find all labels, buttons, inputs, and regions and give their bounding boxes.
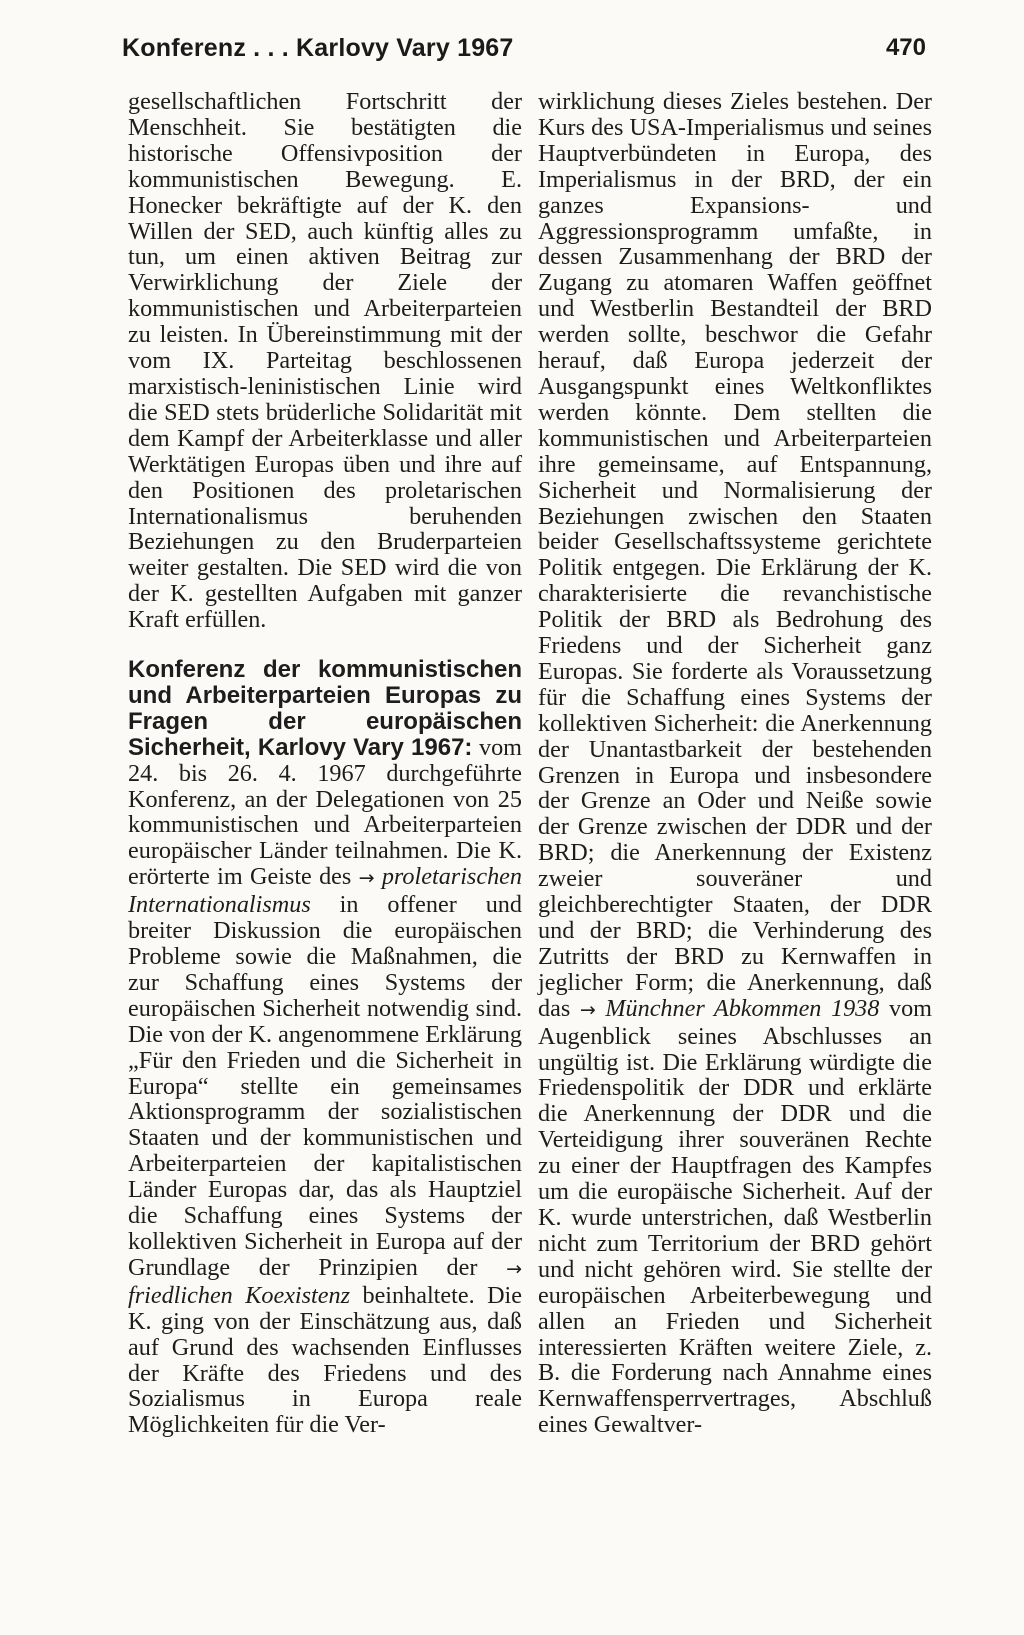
entry-text-part-4: wirklichung dieses Zieles bestehen. Der Kurs des USA-Imperialismus und seines Hauptverbündeten in Europa, des Imperialismus in der BRD, der ein ganzes Expansions- und Aggressionsprogramm umfaßte, in dessen Zusammenhang der BRD der Zugang zu atomaren Waffen geöffnet und Westberlin Bestandteil der BRD werden sollte, beschwor die Gefahr herauf, daß Europa jederzeit der Ausgangspunkt eines Weltkonfliktes werden könnte. Dem stellten die kommunistischen und Arbeiterparteien ihre gemeinsame, auf Entspannung, Sicherheit und Normalisierung der Beziehungen zwischen den Staaten beider Gesellschaftssysteme gerichtete Politik entgegen. Die Erklärung der K. charakterisierte die revanchistische Politik der BRD als Bedrohung des Friedens und der Sicherheit ganz Europas. Sie forderte als Voraussetzung für die Schaffung eines Systems der kollektiven Sicherheit: die Anerkennung der Unantastbarkeit der bestehenden Grenzen in Europa und insbesondere der Grenze an Oder und Neiße sowie der Grenze zwischen der DDR und der BRD; die Anerkennung der Existenz zweier souveräner und gleichberechtigter Staaten, der DDR und der BRD; die Verhinderung des Zutritts der BRD zu Kernwaffen in jeglicher Form; die Anerkennung, daß das bbox=[538, 88, 932, 1022]
cross-reference-label: proletarischen Internationalismus bbox=[128, 863, 522, 919]
arrow-right-icon: → bbox=[358, 867, 375, 890]
page-number: 470 bbox=[885, 34, 926, 61]
arrow-right-icon: → bbox=[579, 998, 596, 1021]
cross-reference-label: friedlichen Koexistenz bbox=[128, 1281, 351, 1309]
entry-text-part-2: in offener und breiter Diskussion die europäischen Probleme sowie die Maßnahmen, die zur Schaffung eines Systems der europäischen Sicherheit notwendig sind. Die von der K. angenommene Erklärung „Für den Frieden und die Sicherheit in Europa“ stellte ein gemeinsames Aktionsprogramm der sozialistischen Staaten und der kommunistischen und Arbeiterparteien der kapitalistischen Länder Europas dar, das als Hauptziel die Schaffung eines Systems der kollektiven Sicherheit in Europa auf der Grundlage der Prinzipien der bbox=[128, 891, 522, 1281]
arrow-right-icon: → bbox=[506, 1257, 522, 1280]
continued-paragraph: gesellschaftlichen Fortschritt der Menschheit. Sie bestätigten die historische Offensivposition der kommunistischen Bewegung. E. Honecker bekräftigte auf der K. den Willen der SED, auch künftig alles zu tun, um einen aktiven Beitrag zur Verwirklichung der Ziele der kommunistischen und Arbeiterparteien zu leisten. In Übereinstimmung mit der vom IX. Parteitag beschlossenen marxistisch-leninistischen Linie wird die SED stets brüderliche Solidarität mit dem Kampf der Arbeiterklasse und aller Werktätigen Europas üben und ihre auf den Positionen des proletarischen Internationalismus beruhenden Beziehungen zu den Bruderparteien weiter gestalten. Die SED wird die von der K. gestellten Aufgaben mit ganzer Kraft erfüllen. bbox=[128, 88, 522, 634]
entry-text-part-5: vom Augenblick seines Abschlusses an ungültig ist. Die Erklärung würdigte die Friedenspolitik der DDR und erklärte die Anerkennung der DDR und die Verteidigung ihrer souveränen Rechte zu einer der Hauptfragen des Kampfes um die europäische Sicherheit. Auf der K. wurde unterstrichen, daß Westberlin nicht zum Territorium der BRD gehört und nicht gehören wird. Sie stellte der europäischen Arbeiterbewegung und allen an Frieden und Sicherheit interessierten Kräften weitere Ziele, z. B. die Forderung nach Annahme eines Kernwaffensperrvertrages, Abschluß eines Gewaltver- bbox=[538, 994, 932, 1439]
cross-reference-label: Münchner Abkommen 1938 bbox=[595, 994, 880, 1022]
right-column bbox=[538, 89, 932, 1438]
running-head: Konferenz . . . Karlovy Vary 1967 bbox=[122, 34, 514, 62]
entry-text-part-3: beinhaltete. Die K. ging von der Einschätzung aus, daß auf Grund des wachsenden Einflusses der Kräfte des Friedens und des Sozialismus in Europa reale Möglichkeiten für die Ver- bbox=[128, 1281, 523, 1439]
left-column bbox=[128, 89, 522, 1438]
dictionary-entry bbox=[128, 657, 522, 1438]
cross-reference-munich-agreement[interactable] bbox=[580, 995, 880, 1022]
entry-headword: Konferenz der kommunistischen und Arbeiterparteien Europas zu Fragen der europäischen Sicherheit, Karlovy Vary 1967: bbox=[128, 656, 522, 761]
entry-text-part-1: vom 24. bis 26. 4. 1967 durchgeführte Konferenz, an der Delegationen von 25 kommunistischen und Arbeiterparteien europäischer Länder teilnahmen. Die K. erörterte im Geiste des bbox=[128, 733, 522, 891]
continued-entry-paragraph bbox=[538, 89, 932, 1438]
